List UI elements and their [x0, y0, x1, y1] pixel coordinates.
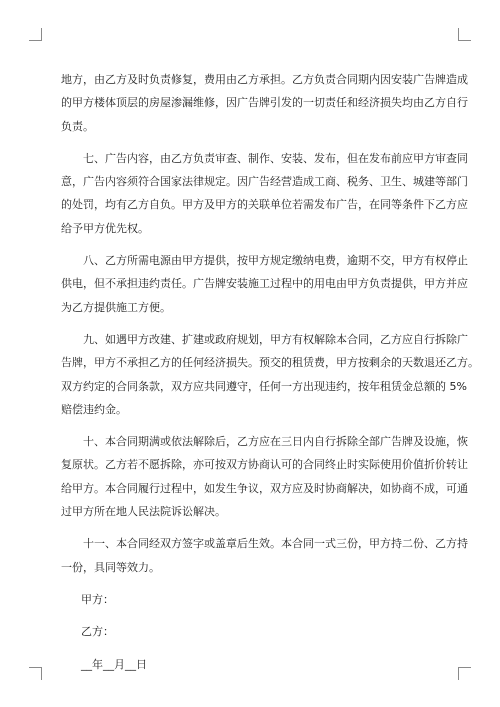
text-line: 的处罚，均有乙方自负。甲方及甲方的关联单位若需发布广告，在同等条件下乙方应 — [61, 198, 468, 212]
text-line: 八、乙方所需电源由甲方提供，按甲方规定缴纳电费，逾期不交，甲方有权停止 — [61, 254, 468, 268]
signature-party-b: 乙方： — [81, 625, 114, 639]
signature-party-a: 甲方： — [81, 592, 114, 606]
text-line: 过甲方所在地人民法院诉讼解决。 — [61, 505, 226, 519]
text-line: 给予甲方优先权。 — [61, 221, 149, 235]
text-line: 十、本合同期满或依法解除后，乙方应在三日内自行拆除全部广告牌及设施，恢 — [61, 435, 468, 449]
clause-8 — [61, 249, 468, 319]
clause-7 — [61, 147, 468, 240]
crop-mark-top-left — [29, 28, 42, 41]
text-line: 九、如遇甲方改建、扩建或政府规划，甲方有权解除本合同，乙方应自行拆除广 — [61, 332, 468, 346]
text-line: 赔偿违约金。 — [61, 402, 127, 416]
paragraph-continued — [61, 68, 468, 138]
text-line: 的甲方楼体顶层的房屋渗漏维修，因广告牌引发的一切责任和经济损失均由乙方自行 — [61, 96, 468, 110]
text-line: 复原状。乙方若不愿拆除，亦可按双方协商认可的合同终止时实际使用价值折价转让 — [61, 458, 468, 472]
text-line: 为乙方提供施工方便。 — [61, 300, 171, 314]
crop-mark-bottom-right — [458, 667, 471, 680]
text-line: 双方约定的合同条款，双方应共同遵守，任何一方出现违约，按年租赁金总额的 5% — [61, 379, 467, 393]
text-line: 十一、本合同经双方签字或盖章后生效。本合同一式三份，甲方持二份、乙方持 — [61, 537, 468, 551]
text-line: 供电，但不承担违约责任。广告牌安装施工过程中的用电由甲方负责提供，甲方并应 — [61, 277, 468, 291]
text-line: 意，广告内容须符合国家法律规定。因广告经营造成工商、税务、卫生、城建等部门 — [61, 175, 468, 189]
text-line: 七、广告内容，由乙方负责审查、制作、安装、发布，但在发布前应甲方审查同 — [61, 151, 468, 165]
crop-mark-bottom-left — [29, 667, 42, 680]
text-line: 给甲方。本合同履行过程中，如发生争议，双方应及时协商解决，如协商不成，可通 — [61, 481, 468, 495]
text-line: 负责。 — [61, 119, 94, 133]
text-line: 告牌，甲方不承担乙方的任何经济损失。预交的租赁费，甲方按剩余的天数退还乙方。 — [61, 356, 479, 370]
signature-date: __年__月__日 — [81, 657, 147, 671]
text-line: 一份，具同等效力。 — [61, 560, 160, 574]
document-body — [61, 68, 479, 685]
crop-mark-top-right — [458, 28, 471, 41]
clause-9 — [61, 328, 479, 421]
text-line: 地方，由乙方及时负责修复，费用由乙方承担。乙方负责合同期内因安装广告牌造成 — [61, 73, 468, 86]
clause-11 — [61, 532, 468, 579]
clause-10 — [61, 430, 468, 523]
